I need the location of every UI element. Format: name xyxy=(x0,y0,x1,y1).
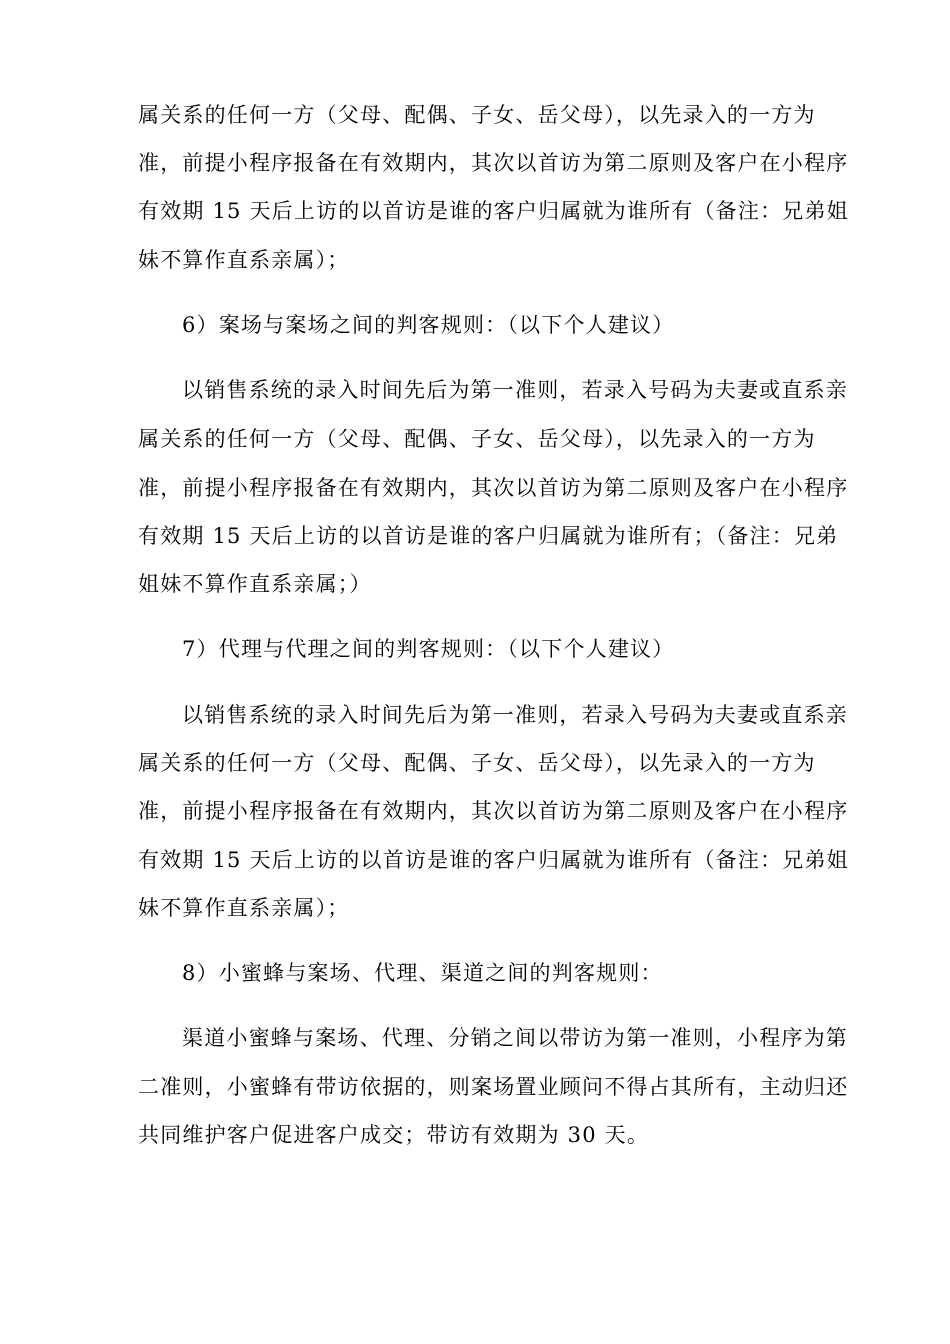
paragraph-line: 二准则，小蜜蜂有带访依据的，则案场置业顾问不得占其所有，主动归还 xyxy=(138,1075,849,1099)
section-heading-7: 7）代理与代理之间的判客规则：（以下个人建议） xyxy=(182,637,675,661)
paragraph-line: 有效期 15 天后上访的以首访是谁的客户归属就为谁所有；（备注：兄弟 xyxy=(138,524,839,548)
paragraph-line: 属关系的任何一方（父母、配偶、子女、岳父母），以先录入的一方为 xyxy=(138,427,816,451)
paragraph-line: 以销售系统的录入时间先后为第一准则，若录入号码为夫妻或直系亲 xyxy=(182,378,848,402)
paragraph-line: 妹不算作直系亲属）； xyxy=(138,248,350,272)
section-heading-6: 6）案场与案场之间的判客规则：（以下个人建议） xyxy=(182,313,675,337)
paragraph-line: 以销售系统的录入时间先后为第一准则，若录入号码为夫妻或直系亲 xyxy=(182,703,848,727)
paragraph-line: 属关系的任何一方（父母、配偶、子女、岳父母），以先录入的一方为 xyxy=(138,103,816,127)
paragraph-line: 共同维护客户促进客户成交；带访有效期为 30 天。 xyxy=(138,1123,650,1147)
paragraph-line: 姐妹不算作直系亲属；） xyxy=(138,572,372,596)
paragraph-line: 有效期 15 天后上访的以首访是谁的客户归属就为谁所有（备注：兄弟姐 xyxy=(138,199,849,223)
paragraph-line: 属关系的任何一方（父母、配偶、子女、岳父母），以先录入的一方为 xyxy=(138,751,816,775)
paragraph-line: 妹不算作直系亲属）； xyxy=(138,896,350,920)
paragraph-line: 准，前提小程序报备在有效期内，其次以首访为第二原则及客户在小程序 xyxy=(138,799,849,823)
section-heading-8: 8）小蜜蜂与案场、代理、渠道之间的判客规则： xyxy=(182,961,663,985)
paragraph-line: 准，前提小程序报备在有效期内，其次以首访为第二原则及客户在小程序 xyxy=(138,476,849,500)
paragraph-line: 准，前提小程序报备在有效期内，其次以首访为第二原则及客户在小程序 xyxy=(138,151,849,175)
paragraph-line: 有效期 15 天后上访的以首访是谁的客户归属就为谁所有（备注：兄弟姐 xyxy=(138,848,849,872)
paragraph-line: 渠道小蜜蜂与案场、代理、分销之间以带访为第一准则，小程序为第 xyxy=(182,1026,848,1050)
